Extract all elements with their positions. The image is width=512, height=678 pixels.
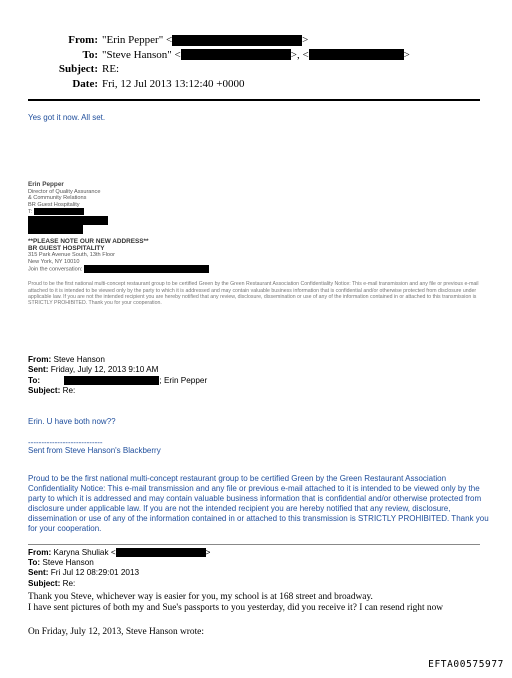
m2-from-label: From: — [28, 355, 52, 364]
from-row: From: "Erin Pepper" < > — [30, 33, 490, 48]
confidentiality-notice: Proud to be the first national multi-concept restaurant group to be certified Green by the Green Restaurant Association Confidentiality Notice: This e-mail transmission and any file or previous e-mail attached to it is intended to be viewed only by the party to which it is addressed and may contain valuable business information that is confidential and/or otherwise protected from disclosure under applicable law. If you are not the intended recipient you are hereby notified that any review, disclosure, dissemination or use of any of the information contained in or attached to this transmission is STRICTLY PROHIBITED. Thank you for your cooperation. — [28, 474, 489, 533]
m2-subject-value: Re: — [62, 385, 76, 395]
reply-body: Yes got it now. All set. — [28, 113, 106, 122]
signature-title-1: Director of Quality Assurance — [28, 188, 101, 195]
redaction-bar — [84, 265, 209, 273]
redaction-bar — [64, 376, 159, 385]
sent-from-line: Sent from Steve Hanson's Blackberry — [28, 446, 161, 455]
from-value: "Erin Pepper" < — [102, 34, 173, 46]
date-value: Fri, 12 Jul 2013 13:12:40 +0000 — [102, 77, 245, 90]
m3-subject-value: Re: — [62, 578, 76, 588]
m2-sent-value: Friday, July 12, 2013 9:10 AM — [50, 365, 159, 375]
m3-to-label: To: — [28, 558, 41, 568]
message2-body: Erin. U have both now?? — [28, 417, 116, 426]
bates-number: EFTA00575977 — [428, 659, 504, 670]
m2-to-label: To: — [28, 375, 41, 385]
date-row — [30, 77, 490, 92]
message2-header — [28, 355, 498, 396]
address-line-1: 315 Park Avenue South, 13th Floor — [28, 252, 115, 259]
redaction-bar — [116, 548, 206, 557]
redaction-bar — [28, 216, 108, 225]
m3-to-value: Steve Hanson — [42, 558, 94, 568]
m3-body-2: I have sent pictures of both my and Sue's passports to you yesterday, did you receive it? I can resend right now — [28, 603, 444, 614]
address-line-2: New York, NY 10010 — [28, 258, 80, 265]
signature-notice: Proud to be the first national multi-concept restaurant group to be certified Green by the Green Restaurant Association Confidentiality Notice: This e-mail transmission and any file or previous e-mail attached to it is intended to be viewed only by the party to which it is addressed and may contain valuable business information that is confidential and/or otherwise protected from disclosure under applicable law. If you are not the intended recipient you are hereby notified that any review, disclosure, dissemination or use of any of the information contained in or attached to this transmission is STRICTLY PROHIBITED. Thank you for your cooperation. — [28, 281, 479, 307]
signature-name: Erin Pepper — [28, 181, 64, 188]
m3-sent-label: Sent: — [28, 568, 49, 578]
subject-row — [30, 62, 490, 77]
m2-subject-label: Subject: — [28, 385, 61, 395]
subject-label: Subject: — [58, 63, 98, 75]
date-label: Date: — [72, 77, 98, 90]
m3-body-1: Thank you Steve, whichever way is easier for you, my school is at 168 street and broadway. — [28, 592, 373, 602]
m2-to-value: ; Erin Pepper — [159, 375, 208, 385]
to-row: To: "Steve Hanson" < >, < > — [30, 48, 490, 63]
m2-sent-label: Sent: — [28, 365, 49, 375]
m2-from-value: Steve Hanson — [53, 355, 105, 364]
m3-subject-label: Subject: — [28, 578, 61, 588]
message3-body — [28, 592, 504, 615]
from-label: From: — [68, 34, 98, 46]
company-name: BR GUEST HOSPITALITY — [28, 244, 105, 252]
address-note: **PLEASE NOTE OUR NEW ADDRESS** — [28, 237, 149, 245]
subject-value: RE: — [102, 63, 120, 75]
m3-from-label: From: — [28, 548, 52, 557]
message2-dashes: ---------------------------- — [28, 438, 103, 447]
signature-block — [28, 182, 498, 306]
to-label: To: — [82, 48, 98, 61]
on-wrote-line: On Friday, July 12, 2013, Steve Hanson wrote: — [28, 627, 204, 637]
redaction-bar — [28, 225, 83, 234]
m3-from-value: Karyna Shuliak < — [53, 548, 116, 557]
m3-sent-value: Fri Jul 12 08:29:01 2013 — [50, 568, 140, 578]
redaction-bar — [309, 49, 404, 60]
signature-title-2: & Community Relations — [28, 195, 87, 202]
phone-label: T: — [28, 209, 33, 216]
redaction-bar — [34, 208, 84, 215]
message3-header: From: Karyna Shuliak < > To: Steve Hanson Sent: Fri Jul 12 08:29:01 2013 Subject: Re: — [28, 548, 211, 588]
to-value: "Steve Hanson" < — [102, 48, 181, 61]
join-text: Join the conversation: — [28, 266, 83, 273]
email-header — [30, 33, 490, 91]
header-divider — [28, 99, 480, 101]
signature-title-3: BR Guest Hospitality — [28, 201, 80, 208]
message3-divider — [28, 544, 480, 545]
redaction-bar — [172, 35, 302, 46]
redaction-bar — [181, 49, 291, 60]
